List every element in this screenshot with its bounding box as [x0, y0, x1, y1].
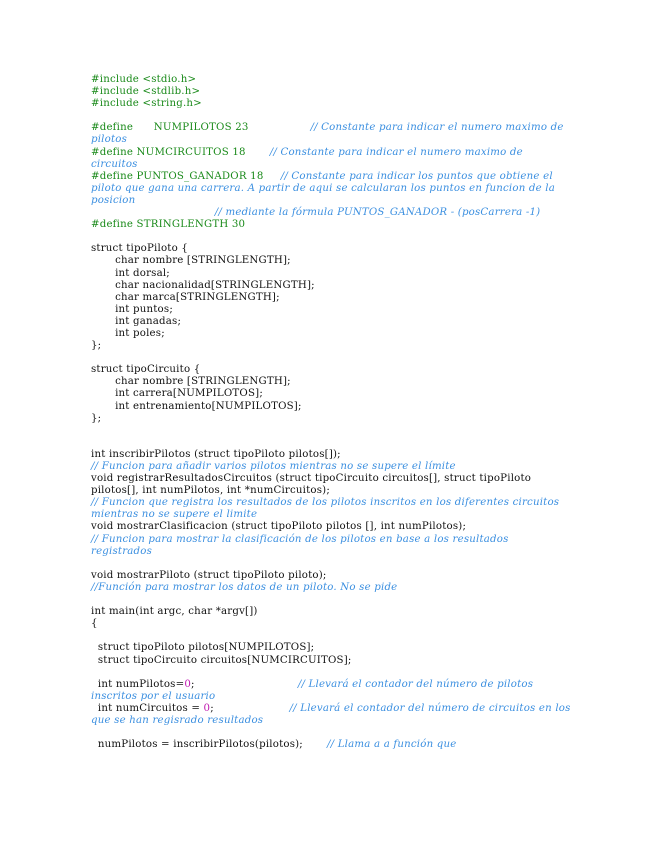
decl-numcircuitos: int numCircuitos = 0; // Llevará el contador del número de circuitos en los que se han regisrado resultados: [91, 702, 574, 726]
define-stringlength: #define STRINGLENGTH 30: [91, 219, 246, 231]
code-page: [91, 74, 574, 751]
field-entrenamiento: int entrenamiento[NUMPILOTOS];: [91, 400, 302, 412]
define-numpilotos: #define NUMPILOTOS 23 // Constante para indicar el numero maximo de pilotos: [91, 122, 568, 146]
decl-numpilotos: int numPilotos=0; // Llevará el contador del número de pilotos inscritos por el usuario: [91, 678, 537, 702]
field-marca: char marca[STRINGLENGTH];: [91, 291, 280, 303]
field-ganadas: int ganadas;: [91, 315, 182, 327]
struct-tipocircuito-open: struct tipoCircuito {: [91, 364, 201, 376]
field-puntos: int puntos;: [91, 303, 173, 315]
struct-tipopiloto-close: };: [91, 340, 102, 352]
field-carrera: int carrera[NUMPILOTOS];: [91, 388, 263, 400]
field-poles: int poles;: [91, 327, 165, 339]
comment-clasificacion: // Funcion para mostrar la clasificación de los pilotos en base a los resultados registrados: [91, 533, 512, 557]
field-dorsal: int dorsal;: [91, 267, 170, 279]
proto-registrar: void registrarResultadosCircuitos (struct tipoCircuito circuitos[], struct tipoPiloto pilotos[], int numPilotos, int *numCircuitos);: [91, 473, 535, 497]
comment-mostrar-piloto: //Función para mostrar los datos de un piloto. No se pide: [91, 581, 398, 593]
include-string: #include <string.h>: [91, 98, 202, 110]
decl-circuitos: struct tipoCircuito circuitos[NUMCIRCUITOS];: [91, 654, 352, 666]
include-stdlib: #include <stdlib.h>: [91, 86, 201, 98]
main-open-brace: {: [91, 618, 98, 630]
main-signature: int main(int argc, char *argv[]): [91, 606, 258, 618]
proto-clasificacion: void mostrarClasificacion (struct tipoPiloto pilotos [], int numPilotos);: [91, 521, 467, 533]
define-comment-formula: // mediante la fórmula PUNTOS_GANADOR - (posCarrera -1): [214, 207, 541, 219]
include-stdio: #include <stdio.h>: [91, 74, 197, 85]
struct-tipocircuito-close: };: [91, 412, 102, 424]
proto-inscribir: int inscribirPilotos (struct tipoPiloto pilotos[]);: [91, 448, 341, 460]
struct-tipopiloto-open: struct tipoPiloto {: [91, 243, 189, 255]
decl-pilotos: struct tipoPiloto pilotos[NUMPILOTOS];: [91, 642, 315, 654]
define-puntos-ganador: #define PUNTOS_GANADOR 18 // Constante para indicar los puntos que obtiene el piloto que gana una carrera. A partir de aqui se calcularan los puntos en funcion de la posicion: [91, 170, 559, 206]
field-nacionalidad: char nacionalidad[STRINGLENGTH];: [91, 279, 315, 291]
comment-inscribir: // Funcion para añadir varios pilotos mientras no se supere el límite: [91, 461, 456, 472]
comment-registrar: // Funcion que registra los resultados de los pilotos inscritos en los diferentes circuitos mientras no se supere el limite: [91, 497, 563, 521]
field-nombre: char nombre [STRINGLENGTH];: [91, 255, 291, 267]
call-inscribir: numPilotos = inscribirPilotos(pilotos); // Llama a a función que: [91, 739, 457, 751]
define-numcircuitos: #define NUMCIRCUITOS 18 // Constante para indicar el numero maximo de circuitos: [91, 146, 527, 170]
proto-mostrar-piloto: void mostrarPiloto (struct tipoPiloto piloto);: [91, 569, 327, 581]
field-circuito-nombre: char nombre [STRINGLENGTH];: [91, 376, 291, 388]
